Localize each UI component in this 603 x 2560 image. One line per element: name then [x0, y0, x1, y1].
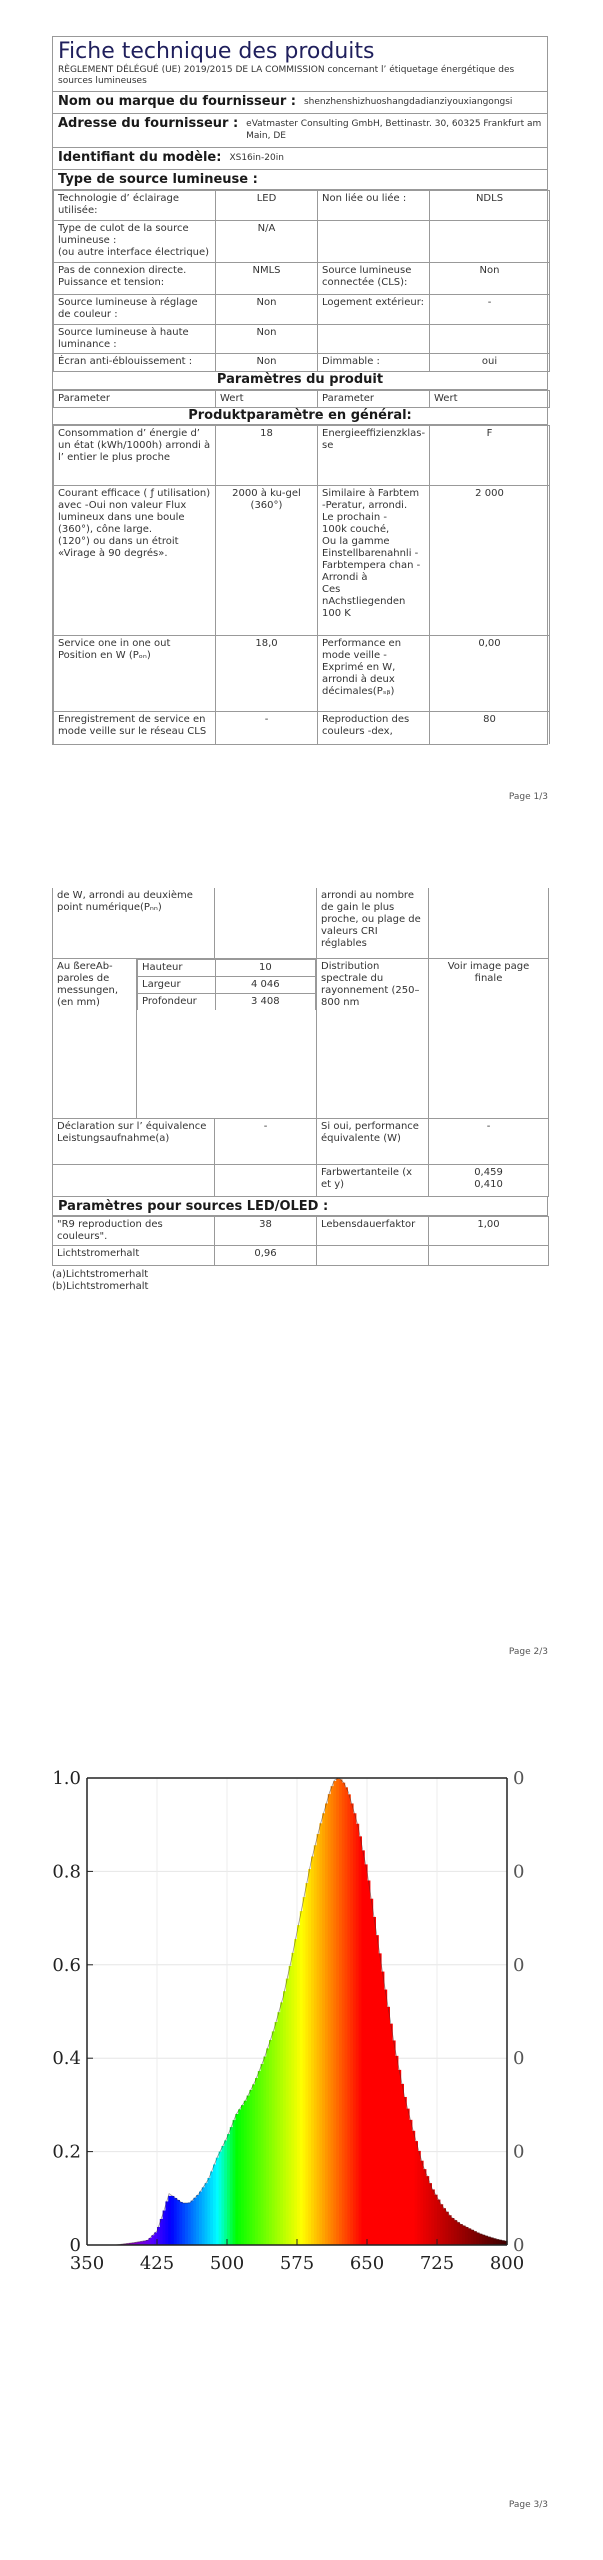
param-label-2: Similaire à Farbtem -Peratur, arrondi. Le prochain - 100k couché, Ou la gamme Einstellbarenahnli - Farbtempera chan - Arrondi à Ces nAchstliegenden 100 K — [318, 486, 430, 636]
type-value-1: Non — [216, 325, 318, 354]
param-value-2: 2 000 — [430, 486, 550, 636]
right-tick-label: 0 — [513, 2141, 525, 2163]
param-value-2: F — [430, 426, 550, 486]
led-params-table — [52, 1216, 549, 1266]
type-value-1: LED — [216, 191, 318, 221]
type-label-1: Technologie d’ éclairage utilisée: — [54, 191, 216, 221]
page-number-1: Page 1/3 — [508, 792, 548, 802]
right-tick-label: 0 — [513, 2235, 525, 2256]
type-value-2 — [430, 325, 550, 354]
type-label-2 — [318, 221, 430, 263]
col-header-parameter-2: Parameter — [318, 391, 430, 408]
page-number-2: Page 2/3 — [508, 1647, 548, 1657]
dim-width-label: Largeur — [138, 976, 216, 993]
page-3 — [0, 1670, 603, 2560]
model-label: Identifiant du modèle: — [58, 150, 222, 165]
type-row — [54, 263, 550, 295]
col-header-value-2: Wert — [430, 391, 550, 408]
type-value-1: Non — [216, 354, 318, 372]
datasheet-page-1 — [52, 36, 548, 745]
x-tick-label: 725 — [419, 2253, 455, 2274]
type-label-1: Écran anti-éblouissement : — [54, 354, 216, 372]
spectral-distribution-value: Voir image page finale — [429, 958, 549, 1118]
supplier-address-row — [53, 114, 547, 148]
supplier-name-row — [53, 92, 547, 114]
type-row — [54, 354, 550, 372]
type-value-1: N/A — [216, 221, 318, 263]
regulation-subtitle: RÈGLEMENT DÉLÉGUÉ (UE) 2019/2015 DE LA COMMISSION concernant l’ étiquetage énergétique des sources lumineuses — [53, 65, 547, 92]
page-title: Fiche technique des produits — [58, 39, 375, 64]
param-label-2: Energieeffizienzklas-se — [318, 426, 430, 486]
dim-depth-label: Profondeur — [138, 993, 216, 1010]
standby-network-cont-label: de W, arrondi au deuxième point numérique(Pₙₙ) — [53, 888, 215, 958]
param-value-2: 0,00 — [430, 636, 550, 712]
spectral-chart — [52, 1760, 552, 2300]
right-tick-label: 0 — [513, 1954, 525, 1976]
lumen-maintenance-value: 0,96 — [215, 1245, 317, 1265]
color-rendering-cont-label: arrondi au nombre de gain le plus proche, ou plage de valeurs CRI réglables — [317, 888, 429, 958]
datasheet-page-2 — [52, 888, 548, 1293]
equivalence-value: - — [215, 1118, 317, 1164]
param-value-1: 18 — [216, 426, 318, 486]
type-value-2: oui — [430, 354, 550, 372]
param-row — [54, 486, 550, 636]
spectral-distribution-label: Distribution spectrale du rayonnement (250–800 nm — [317, 958, 429, 1118]
supplier-name-value: shenzhenshizhuoshangdadianziyouxiangongsi — [303, 97, 513, 107]
x-tick-label: 350 — [69, 2253, 105, 2274]
y-tick-label: 1.0 — [52, 1768, 81, 1789]
right-tick-label: 0 — [513, 2048, 525, 2070]
footnote-b: (b)Lichtstromerhalt — [52, 1280, 149, 1292]
type-row — [54, 191, 550, 221]
param-value-1: 2000 à ku-gel (360°) — [216, 486, 318, 636]
model-value: XS16in-20in — [229, 153, 284, 163]
param-label-1: Consommation d’ énergie d’ un état (kWh/1000h) arrondi à l’ entier le plus proche — [54, 426, 216, 486]
param-label-2: Performance en mode veille - Exprimé en W, arrondi à deux décimales(Pₛᵦ) — [318, 636, 430, 712]
lifetime-factor-label: Lebensdauerfaktor — [317, 1216, 429, 1245]
supplier-address-label: Adresse du fournisseur : — [58, 116, 239, 131]
dimensions-table — [137, 959, 316, 1010]
led-oled-heading: Paramètres pour sources LED/OLED : — [52, 1197, 548, 1216]
x-tick-label: 500 — [209, 2253, 245, 2274]
dim-width-value: 4 046 — [215, 976, 315, 993]
general-params-heading: Produktparamètre en général: — [53, 408, 547, 425]
y-tick-label: 0.2 — [52, 2141, 81, 2163]
right-tick-label: 0 — [513, 1768, 525, 1789]
lumen-maintenance-label: Lichtstromerhalt — [53, 1245, 215, 1265]
light-source-type-table — [53, 190, 550, 372]
param-label-2: Reproduction des couleurs -dex, — [318, 712, 430, 744]
type-value-1: Non — [216, 295, 318, 325]
footnote-a: (a)Lichtstromerhalt — [52, 1268, 149, 1280]
product-params-heading: Paramètres du produit — [53, 372, 547, 390]
chromaticity-value: 0,459 0,410 — [429, 1164, 549, 1196]
equivalent-power-value: - — [429, 1118, 549, 1164]
param-value-1: - — [216, 712, 318, 744]
y-tick-label: 0.4 — [52, 2048, 81, 2070]
light-source-type-heading: Type de source lumineuse : — [53, 170, 547, 190]
page-1 — [0, 0, 603, 800]
type-row — [54, 295, 550, 325]
col-header-parameter-1: Parameter — [54, 391, 216, 408]
param-row — [54, 636, 550, 712]
type-label-2: Non liée ou liée : — [318, 191, 430, 221]
dim-height-value: 10 — [215, 959, 315, 976]
chromaticity-label: Farbwertanteile (x et y) — [317, 1164, 429, 1196]
page-2 — [0, 800, 603, 1670]
continued-params-table — [52, 888, 549, 1197]
dimensions-cell — [137, 958, 317, 1118]
equivalent-power-label: Si oui, performance équivalente (W) — [317, 1118, 429, 1164]
type-value-2 — [430, 221, 550, 263]
param-label-1: Courant efficace ( ƒ utilisation) avec -Oui non valeur Flux lumineux dans une boule (360°), cône large. (120°) ou dans un étroit «Virage à 90 degrés». — [54, 486, 216, 636]
x-tick-label: 425 — [139, 2253, 175, 2274]
dim-height-label: Hauteur — [138, 959, 216, 976]
type-label-2: Source lumineuse connectée (CLS): — [318, 263, 430, 295]
x-tick-label: 650 — [349, 2253, 385, 2274]
param-label-1: Service one in one out Position en W (Pₒₙ) — [54, 636, 216, 712]
type-label-2: Logement extérieur: — [318, 295, 430, 325]
type-value-2: - — [430, 295, 550, 325]
col-header-value-1: Wert — [216, 391, 318, 408]
r9-label: "R9 reproduction des couleurs". — [53, 1216, 215, 1245]
dimensions-label: Au ßereAb-paroles de messungen, (en mm) — [53, 958, 137, 1118]
page-number-3: Page 3/3 — [508, 2500, 548, 2510]
supplier-address-value: eVatmaster Consulting GmbH, Bettinastr. 30, 60325 Frankfurt am Main, DE — [246, 119, 542, 141]
param-label-1: Enregistrement de service en mode veille sur le réseau CLS — [54, 712, 216, 744]
type-label-2 — [318, 325, 430, 354]
supplier-name-label: Nom ou marque du fournisseur : — [58, 94, 296, 109]
spectral-chart-svg — [52, 1760, 552, 2300]
type-value-1: NMLS — [216, 263, 318, 295]
column-header-row — [53, 390, 550, 408]
product-params-table — [53, 425, 550, 744]
param-row — [54, 426, 550, 486]
y-tick-label: 0 — [69, 2235, 81, 2256]
x-tick-label: 800 — [489, 2253, 525, 2274]
lifetime-factor-value: 1,00 — [429, 1216, 549, 1245]
type-label-1: Source lumineuse à haute luminance : — [54, 325, 216, 354]
r9-value: 38 — [215, 1216, 317, 1245]
y-tick-label: 0.8 — [52, 1861, 81, 1883]
y-tick-label: 0.6 — [52, 1954, 81, 1976]
dim-depth-value: 3 408 — [215, 993, 315, 1010]
type-row — [54, 325, 550, 354]
type-value-2: NDLS — [430, 191, 550, 221]
model-row — [53, 148, 547, 170]
type-value-2: Non — [430, 263, 550, 295]
type-label-1: Pas de connexion directe. Puissance et tension: — [54, 263, 216, 295]
type-label-1: Type de culot de la source lumineuse : (ou autre interface électrique) — [54, 221, 216, 263]
type-row — [54, 221, 550, 263]
right-tick-label: 0 — [513, 1861, 525, 1883]
equivalence-label: Déclaration sur l’ équivalence Leistungsaufnahme(a) — [53, 1118, 215, 1164]
param-value-1: 18,0 — [216, 636, 318, 712]
type-label-2: Dimmable : — [318, 354, 430, 372]
param-value-2: 80 — [430, 712, 550, 744]
type-label-1: Source lumineuse à réglage de couleur : — [54, 295, 216, 325]
x-tick-label: 575 — [279, 2253, 315, 2274]
param-row — [54, 712, 550, 744]
